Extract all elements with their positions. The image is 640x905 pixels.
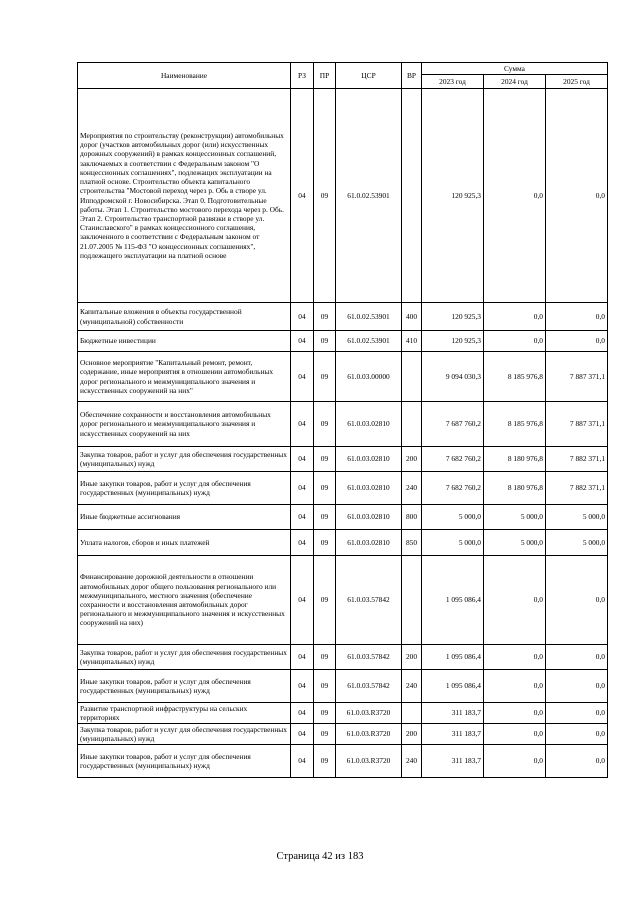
row-name: Иные закупки товаров, работ и услуг для обеспечения государственных (муниципальных) нужд	[78, 670, 291, 703]
row-vr	[402, 89, 422, 303]
row-pr: 09	[314, 472, 336, 505]
row-sum-2025: 0,0	[546, 670, 608, 703]
table-row	[78, 472, 608, 505]
row-vr: 850	[402, 530, 422, 556]
row-csr: 61.0.03.R3720	[336, 745, 402, 778]
table-row	[78, 645, 608, 670]
row-csr: 61.0.03.57842	[336, 645, 402, 670]
row-sum-2025: 0,0	[546, 745, 608, 778]
row-rz: 04	[291, 331, 314, 352]
page-number: Страница 42 из 183	[276, 851, 364, 862]
row-sum-2025: 0,0	[546, 303, 608, 331]
row-name: Закупка товаров, работ и услуг для обеспечения государственных (муниципальных) нужд	[78, 724, 291, 745]
row-sum-2023: 5 000,0	[422, 530, 484, 556]
row-name: Иные закупки товаров, работ и услуг для обеспечения государственных (муниципальных) нужд	[78, 472, 291, 505]
row-pr: 09	[314, 745, 336, 778]
table-row	[78, 670, 608, 703]
row-rz: 04	[291, 303, 314, 331]
row-vr: 400	[402, 303, 422, 331]
row-name: Уплата налогов, сборов и иных платежей	[78, 530, 291, 556]
header-vr: ВР	[402, 63, 422, 89]
row-name: Основное мероприятие "Капитальный ремонт, ремонт, содержание, иные мероприятия в отношении автомобильных дорог регионального и межмуниципального значения и искусственных сооружений на них"	[78, 352, 291, 402]
row-vr	[402, 402, 422, 447]
row-rz: 04	[291, 447, 314, 472]
row-name: Иные закупки товаров, работ и услуг для обеспечения государственных (муниципальных) нужд	[78, 745, 291, 778]
row-sum-2024: 0,0	[484, 89, 546, 303]
row-vr	[402, 703, 422, 724]
row-sum-2024: 5 000,0	[484, 505, 546, 530]
row-vr: 240	[402, 745, 422, 778]
table-row	[78, 703, 608, 724]
row-pr: 09	[314, 724, 336, 745]
row-csr: 61.0.03.02810	[336, 505, 402, 530]
header-pr: ПР	[314, 63, 336, 89]
row-pr: 09	[314, 556, 336, 645]
row-sum-2023: 7 682 760,2	[422, 447, 484, 472]
row-sum-2023: 311 183,7	[422, 724, 484, 745]
row-rz: 04	[291, 472, 314, 505]
row-csr: 61.0.02.53901	[336, 303, 402, 331]
row-sum-2024: 0,0	[484, 303, 546, 331]
row-pr: 09	[314, 530, 336, 556]
header-name: Наименование	[78, 63, 291, 89]
row-sum-2025: 7 887 371,1	[546, 352, 608, 402]
row-sum-2025: 0,0	[546, 556, 608, 645]
row-csr: 61.0.03.R3720	[336, 724, 402, 745]
row-vr: 800	[402, 505, 422, 530]
row-sum-2025: 7 882 371,1	[546, 472, 608, 505]
table-row	[78, 402, 608, 447]
row-sum-2023: 311 183,7	[422, 703, 484, 724]
row-vr: 410	[402, 331, 422, 352]
row-csr: 61.0.03.02810	[336, 472, 402, 505]
row-sum-2025: 0,0	[546, 331, 608, 352]
row-name: Закупка товаров, работ и услуг для обеспечения государственных (муниципальных) нужд	[78, 645, 291, 670]
row-sum-2024: 0,0	[484, 670, 546, 703]
row-name: Обеспечение сохранности и восстановления автомобильных дорог регионального и межмуниципального значения и искусственных сооружений на них	[78, 402, 291, 447]
row-sum-2024: 0,0	[484, 331, 546, 352]
row-sum-2023: 1 095 086,4	[422, 645, 484, 670]
row-sum-2025: 5 000,0	[546, 530, 608, 556]
row-rz: 04	[291, 402, 314, 447]
header-2024: 2024 год	[484, 75, 546, 89]
row-sum-2025: 5 000,0	[546, 505, 608, 530]
row-pr: 09	[314, 89, 336, 303]
row-vr: 200	[402, 645, 422, 670]
row-csr: 61.0.02.53901	[336, 89, 402, 303]
row-rz: 04	[291, 505, 314, 530]
row-csr: 61.0.03.02810	[336, 447, 402, 472]
row-sum-2024: 8 185 976,8	[484, 402, 546, 447]
table-body	[78, 89, 608, 778]
table-row	[78, 352, 608, 402]
table-row	[78, 331, 608, 352]
row-pr: 09	[314, 505, 336, 530]
row-rz: 04	[291, 670, 314, 703]
row-sum-2023: 311 183,7	[422, 745, 484, 778]
row-vr	[402, 352, 422, 402]
header-sums: Сумма	[422, 63, 608, 75]
header-2025: 2025 год	[546, 75, 608, 89]
row-name: Иные бюджетные ассигнования	[78, 505, 291, 530]
table-row	[78, 505, 608, 530]
row-name: Мероприятия по строительству (реконструкции) автомобильных дорог (участков автомобильных дорог (или) искусственных дорожных сооружений) в рамках концессионных соглашений, заключаемых в соответствии с Федеральным законом "О концессионных соглашениях", подлежащих эксплуатации на платной основе. Строительство объекта капитального строительства "Мостовой переход через р. Обь в створе ул. Ипподромской г. Новосибирска. Этап 0. Подготовительные работы. Этап 1. Строительство мостового перехода через р. Обь. Этап 2. Строительство транспортной развязки в створе ул. Станиславского" в рамках концессионного соглашения, заключенного в соответствии с Федеральным законом от 21.07.2005 № 115-ФЗ "О концессионных соглашениях", подлежащего эксплуатации на платной основе	[78, 89, 291, 303]
row-csr: 61.0.03.02810	[336, 530, 402, 556]
row-vr: 240	[402, 472, 422, 505]
row-sum-2024: 5 000,0	[484, 530, 546, 556]
row-sum-2024: 8 180 976,8	[484, 447, 546, 472]
row-rz: 04	[291, 352, 314, 402]
table-row	[78, 556, 608, 645]
budget-table	[77, 62, 608, 778]
row-pr: 09	[314, 402, 336, 447]
row-pr: 09	[314, 645, 336, 670]
row-vr	[402, 556, 422, 645]
row-pr: 09	[314, 670, 336, 703]
row-sum-2025: 7 882 371,1	[546, 447, 608, 472]
table-row	[78, 745, 608, 778]
row-pr: 09	[314, 303, 336, 331]
row-pr: 09	[314, 331, 336, 352]
row-sum-2023: 120 925,3	[422, 331, 484, 352]
row-csr: 61.0.03.R3720	[336, 703, 402, 724]
row-sum-2023: 7 682 760,2	[422, 472, 484, 505]
table-row	[78, 724, 608, 745]
row-csr: 61.0.02.53901	[336, 331, 402, 352]
row-pr: 09	[314, 703, 336, 724]
header-2023: 2023 год	[422, 75, 484, 89]
row-sum-2025: 0,0	[546, 89, 608, 303]
row-sum-2023: 120 925,3	[422, 89, 484, 303]
row-csr: 61.0.03.00000	[336, 352, 402, 402]
row-name: Закупка товаров, работ и услуг для обеспечения государственных (муниципальных) нужд	[78, 447, 291, 472]
row-sum-2025: 7 887 371,1	[546, 402, 608, 447]
row-sum-2024: 0,0	[484, 703, 546, 724]
row-vr: 200	[402, 724, 422, 745]
row-sum-2025: 0,0	[546, 724, 608, 745]
row-sum-2024: 8 185 976,8	[484, 352, 546, 402]
row-vr: 200	[402, 447, 422, 472]
row-sum-2025: 0,0	[546, 703, 608, 724]
row-sum-2025: 0,0	[546, 645, 608, 670]
row-csr: 61.0.03.57842	[336, 556, 402, 645]
row-rz: 04	[291, 556, 314, 645]
row-rz: 04	[291, 703, 314, 724]
row-vr: 240	[402, 670, 422, 703]
row-sum-2023: 1 095 086,4	[422, 556, 484, 645]
header-rz: РЗ	[291, 63, 314, 89]
row-rz: 04	[291, 89, 314, 303]
row-sum-2023: 5 000,0	[422, 505, 484, 530]
table-row	[78, 530, 608, 556]
row-sum-2023: 120 925,3	[422, 303, 484, 331]
row-rz: 04	[291, 724, 314, 745]
row-name: Финансирование дорожной деятельности в отношении автомобильных дорог общего пользования регионального или межмуниципального, местного значения (обеспечение сохранности и восстановления автомобильных дорог регионального и межмуниципального значения и искусственных сооружений на них)	[78, 556, 291, 645]
row-rz: 04	[291, 745, 314, 778]
row-sum-2024: 0,0	[484, 724, 546, 745]
header-csr: ЦСР	[336, 63, 402, 89]
row-csr: 61.0.03.02810	[336, 402, 402, 447]
row-sum-2024: 8 180 976,8	[484, 472, 546, 505]
table-row	[78, 89, 608, 303]
row-sum-2024: 0,0	[484, 745, 546, 778]
row-pr: 09	[314, 352, 336, 402]
row-sum-2023: 7 687 760,2	[422, 402, 484, 447]
row-rz: 04	[291, 645, 314, 670]
table-row	[78, 303, 608, 331]
row-sum-2024: 0,0	[484, 556, 546, 645]
row-rz: 04	[291, 530, 314, 556]
row-name: Развитие транспортной инфраструктуры на сельских территориях	[78, 703, 291, 724]
row-name: Капитальные вложения в объекты государственной (муниципальной) собственности	[78, 303, 291, 331]
row-csr: 61.0.03.57842	[336, 670, 402, 703]
row-name: Бюджетные инвестиции	[78, 331, 291, 352]
table-row	[78, 447, 608, 472]
row-sum-2024: 0,0	[484, 645, 546, 670]
row-pr: 09	[314, 447, 336, 472]
row-sum-2023: 1 095 086,4	[422, 670, 484, 703]
row-sum-2023: 9 094 030,3	[422, 352, 484, 402]
